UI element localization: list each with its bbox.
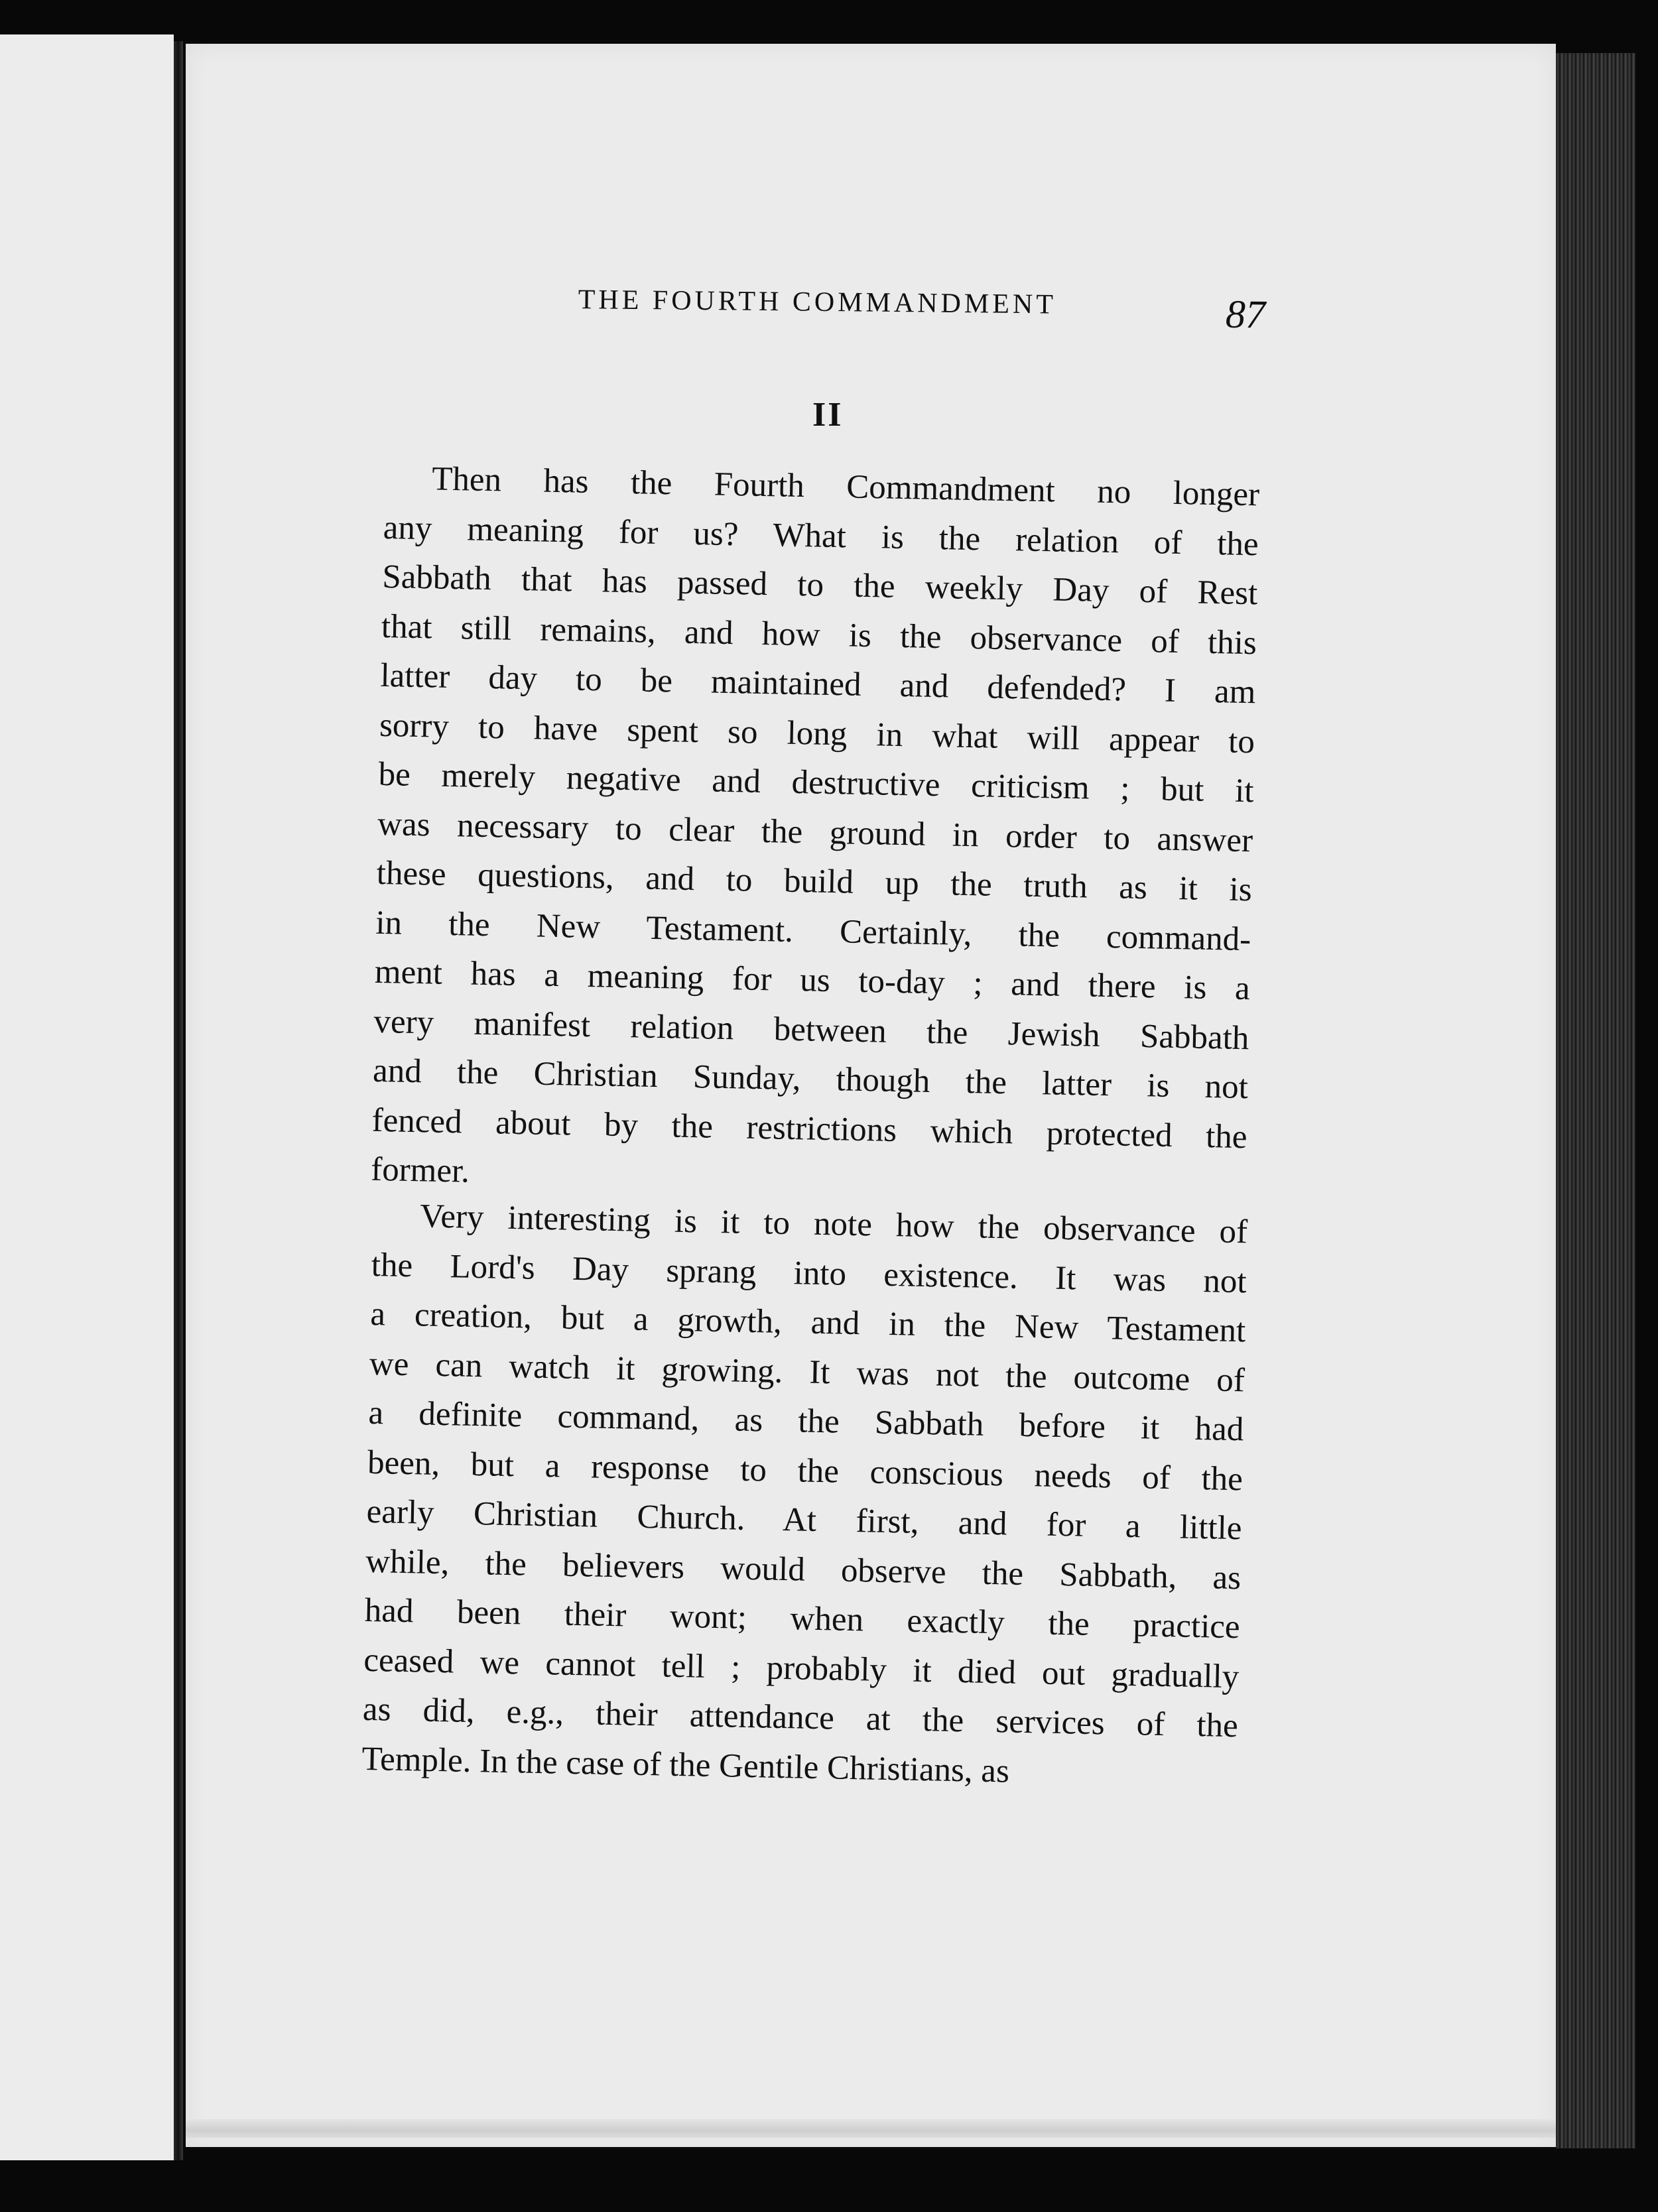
paragraph-1	[371, 454, 1260, 1211]
book-gutter	[174, 41, 183, 2160]
text-line: fenced about by the restrictions which protected the	[371, 1101, 1247, 1156]
text-line: Then has the Fourth Commandment no longer	[431, 460, 1260, 514]
text-line: very manifest relation between the Jewish Sabbath	[373, 1003, 1249, 1057]
text-line: latter day to be maintained and defended? I am	[380, 656, 1256, 711]
text-line: been, but a response to the conscious needs of the	[367, 1444, 1244, 1498]
book-fore-edge	[1556, 53, 1635, 2148]
text-line: former.	[370, 1150, 470, 1190]
text-line: Sabbath that has passed to the weekly Day of Rest	[381, 558, 1258, 613]
text-line: these questions, and to build up the truth as it is	[376, 854, 1253, 909]
page-number: 87	[1225, 292, 1266, 337]
text-line: that still remains, and how is the observance of this	[381, 607, 1257, 662]
text-line: in the New Testament. Certainly, the command-	[375, 904, 1251, 958]
text-line: Very interesting is it to note how the observance of	[419, 1198, 1248, 1251]
text-line: be merely negative and destructive criticism ; but it	[378, 755, 1255, 810]
text-line: we can watch it growing. It was not the outcome of	[369, 1345, 1245, 1399]
left-page-strip	[0, 34, 174, 2160]
text-line: the Lord's Day sprang into existence. It was not	[371, 1246, 1247, 1300]
paragraph-2	[361, 1191, 1248, 1800]
running-head: THE FOURTH COMMANDMENT	[578, 284, 1057, 320]
text-line: ceased we cannot tell ; probably it died out gradually	[363, 1641, 1240, 1695]
text-line: had been their wont; when exactly the practice	[364, 1591, 1241, 1646]
text-line: Temple. In the case of the Gentile Christians, as	[361, 1740, 1010, 1790]
text-line: as did, e.g., their attendance at the services of the	[362, 1690, 1239, 1745]
section-number: II	[812, 396, 844, 434]
text-line: a creation, but a growth, and in the New Testament	[369, 1295, 1246, 1350]
text-line: ment has a meaning for us to-day ; and there is a	[374, 953, 1251, 1008]
text-line: a definite command, as the Sabbath before it had	[368, 1394, 1244, 1449]
text-line: early Christian Church. At first, and for a little	[366, 1493, 1243, 1548]
text-line: was necessary to clear the ground in order to answer	[377, 805, 1253, 859]
page-bottom-edge	[186, 2119, 1556, 2138]
text-line: while, the believers would observe the Sabbath, as	[365, 1542, 1242, 1597]
text-line: sorry to have spent so long in what will appear to	[379, 706, 1255, 761]
text-line: any meaning for us? What is the relation of the	[383, 509, 1259, 563]
text-line: and the Christian Sunday, though the latter is not	[372, 1052, 1249, 1107]
